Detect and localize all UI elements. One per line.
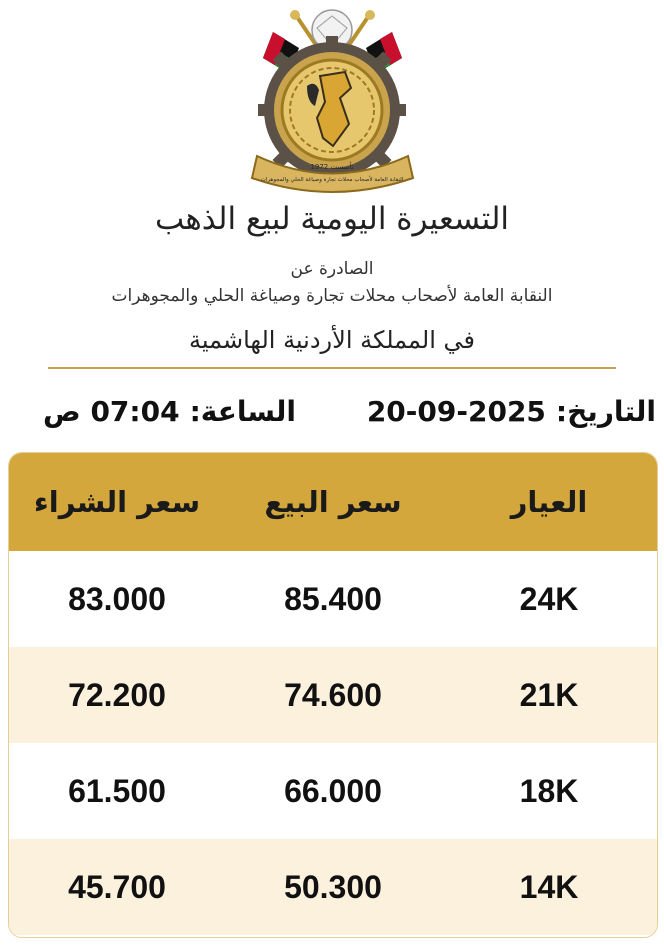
date-display bbox=[367, 392, 656, 432]
karat-cell: 18K bbox=[519, 772, 579, 809]
column-header-buy-price: سعر الشراء bbox=[33, 485, 201, 519]
sell-price-cell: 50.300 bbox=[284, 868, 382, 905]
date-label: التاريخ: bbox=[555, 395, 656, 428]
table-row bbox=[9, 839, 657, 935]
syndicate-logo bbox=[245, 6, 420, 198]
table-row bbox=[9, 647, 657, 743]
date-value: 20-09-2025 bbox=[366, 395, 546, 428]
sell-price-cell: 74.600 bbox=[284, 676, 382, 713]
buy-price-cell: 83.000 bbox=[68, 580, 166, 617]
country-label: في المملكة الأردنية الهاشمية bbox=[188, 326, 476, 354]
table-row bbox=[9, 743, 657, 839]
karat-cell: 21K bbox=[519, 676, 579, 713]
issuer-name: النقابة العامة لأصحاب محلات تجارة وصياغة الحلي والمجوهرات bbox=[111, 286, 553, 306]
table-row bbox=[9, 551, 657, 647]
buy-price-cell: 45.700 bbox=[68, 868, 166, 905]
issued-by-label: الصادرة عن bbox=[290, 259, 374, 279]
logo-ribbon-text: النقابة العامة لأصحاب محلات تجارة وصياغة الحلي والمجوهرات bbox=[260, 177, 404, 183]
divider bbox=[48, 367, 616, 369]
buy-price-cell: 72.200 bbox=[68, 676, 166, 713]
page-title: التسعيرة اليومية لبيع الذهب bbox=[154, 201, 510, 237]
gold-price-table bbox=[8, 452, 658, 938]
column-header-sell-price: سعر البيع bbox=[264, 485, 402, 519]
time-display bbox=[43, 392, 296, 432]
logo-year-text: تأسست 1972 bbox=[310, 163, 354, 171]
karat-cell: 14K bbox=[519, 868, 579, 905]
column-header-karat: العيار bbox=[510, 485, 588, 519]
karat-cell: 24K bbox=[519, 580, 579, 617]
syndicate-emblem-icon bbox=[245, 6, 420, 198]
table-header bbox=[9, 453, 657, 551]
time-label: الساعة: bbox=[189, 395, 296, 428]
sell-price-cell: 85.400 bbox=[284, 580, 382, 617]
sell-price-cell: 66.000 bbox=[284, 772, 382, 809]
buy-price-cell: 61.500 bbox=[68, 772, 166, 809]
time-value: 07:04 ص bbox=[43, 395, 180, 428]
